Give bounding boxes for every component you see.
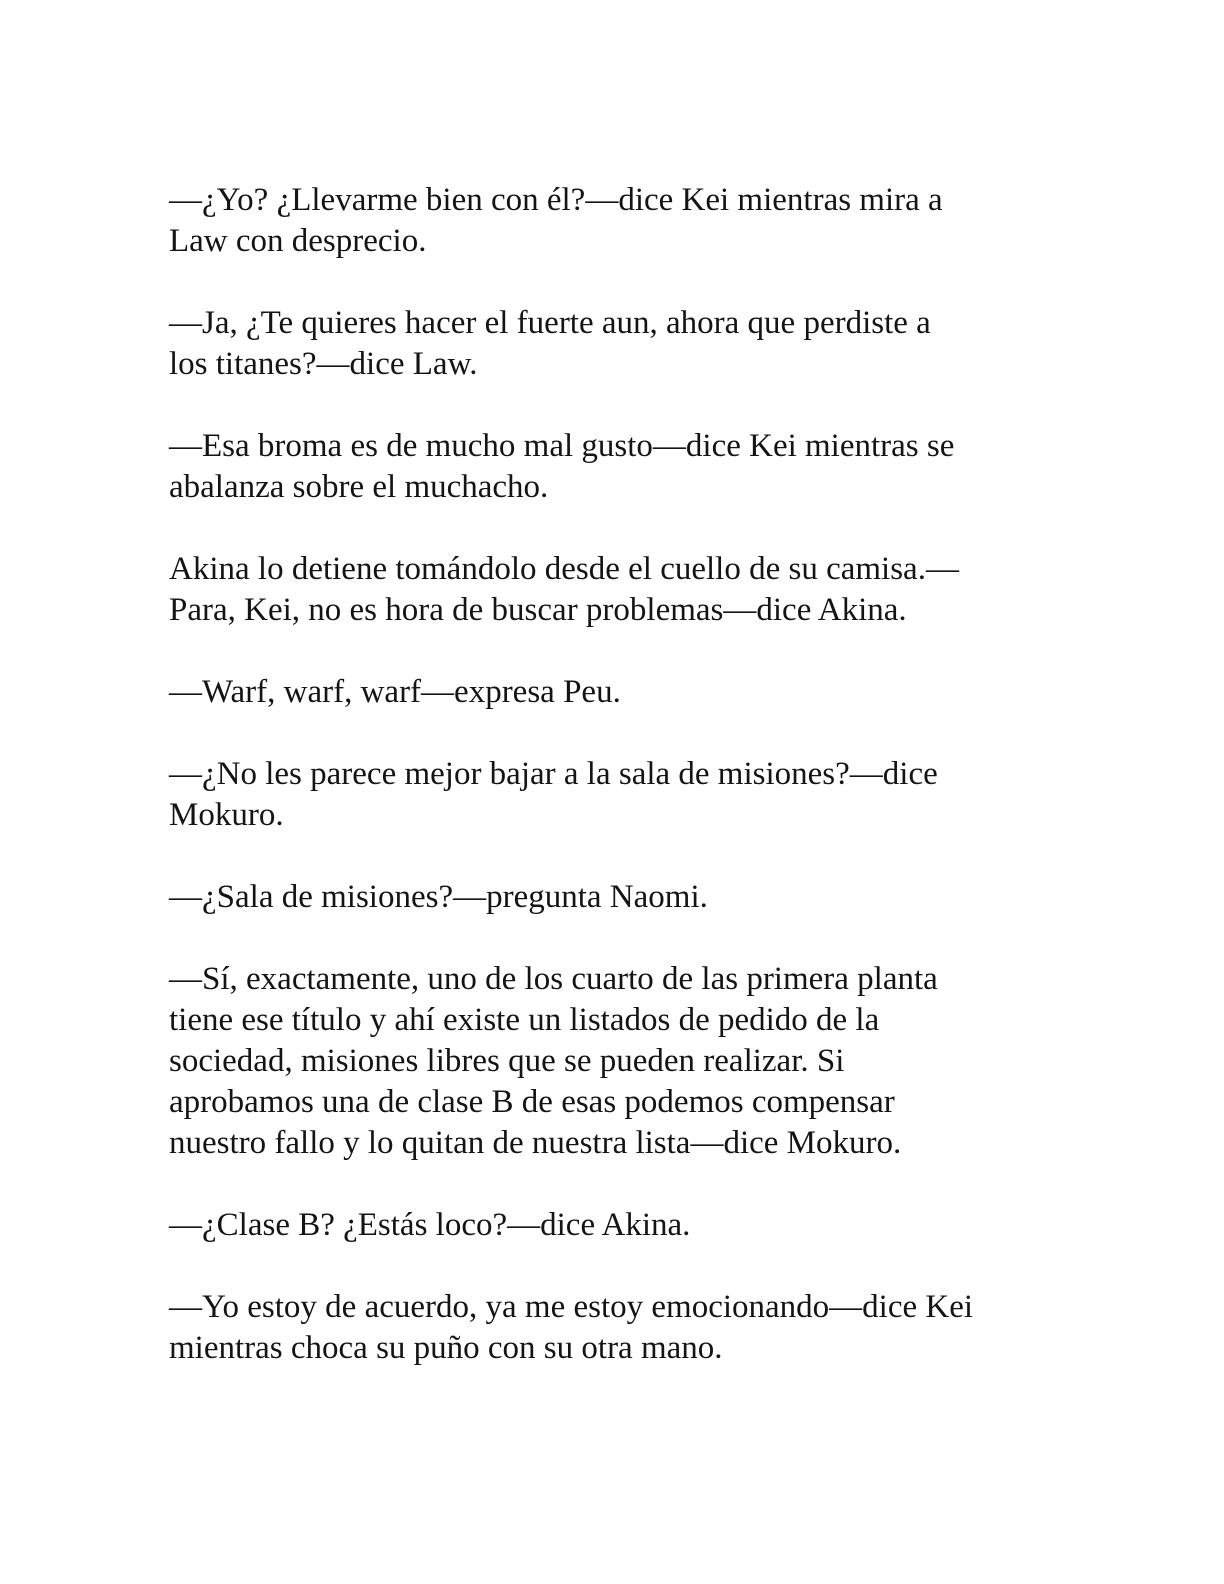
text-line: mientras choca su puño con su otra mano. <box>169 1330 723 1366</box>
text-line: —Warf, warf, warf—expresa Peu. <box>169 674 621 710</box>
paragraph <box>169 1287 1069 1369</box>
text-line: —Yo estoy de acuerdo, ya me estoy emocionando—dice Kei <box>169 1289 974 1325</box>
text-line: —¿Sala de misiones?—pregunta Naomi. <box>169 879 708 915</box>
text-line: —¿Clase B? ¿Estás loco?—dice Akina. <box>169 1207 691 1243</box>
text-line: —¿No les parece mejor bajar a la sala de misiones?—dice <box>169 756 938 792</box>
text-line: nuestro fallo y lo quitan de nuestra lista—dice Mokuro. <box>169 1125 902 1161</box>
paragraph <box>169 959 1069 1164</box>
text-line: abalanza sobre el muchacho. <box>169 469 549 505</box>
text-line: —Sí, exactamente, uno de los cuarto de las primera planta <box>169 961 938 997</box>
paragraph <box>169 672 1069 713</box>
text-line: Para, Kei, no es hora de buscar problemas—dice Akina. <box>169 592 907 628</box>
paragraph <box>169 549 1069 631</box>
text-line: aprobamos una de clase B de esas podemos compensar <box>169 1084 895 1120</box>
text-line: Akina lo detiene tomándolo desde el cuello de su camisa.— <box>169 551 959 587</box>
text-line: tiene ese título y ahí existe un listados de pedido de la <box>169 1002 880 1038</box>
paragraph <box>169 754 1069 836</box>
paragraph <box>169 1205 1069 1246</box>
paragraph <box>169 877 1069 918</box>
text-line: —Ja, ¿Te quieres hacer el fuerte aun, ahora que perdiste a <box>169 305 931 341</box>
text-line: los titanes?—dice Law. <box>169 346 478 382</box>
text-line: Law con desprecio. <box>169 223 427 259</box>
body-text <box>169 180 1069 1410</box>
text-line: sociedad, misiones libres que se pueden realizar. Si <box>169 1043 845 1079</box>
text-line: Mokuro. <box>169 797 284 833</box>
paragraph <box>169 426 1069 508</box>
text-line: —¿Yo? ¿Llevarme bien con él?—dice Kei mientras mira a <box>169 182 943 218</box>
paragraph <box>169 180 1069 262</box>
paragraph <box>169 303 1069 385</box>
text-line: —Esa broma es de mucho mal gusto—dice Kei mientras se <box>169 428 955 464</box>
